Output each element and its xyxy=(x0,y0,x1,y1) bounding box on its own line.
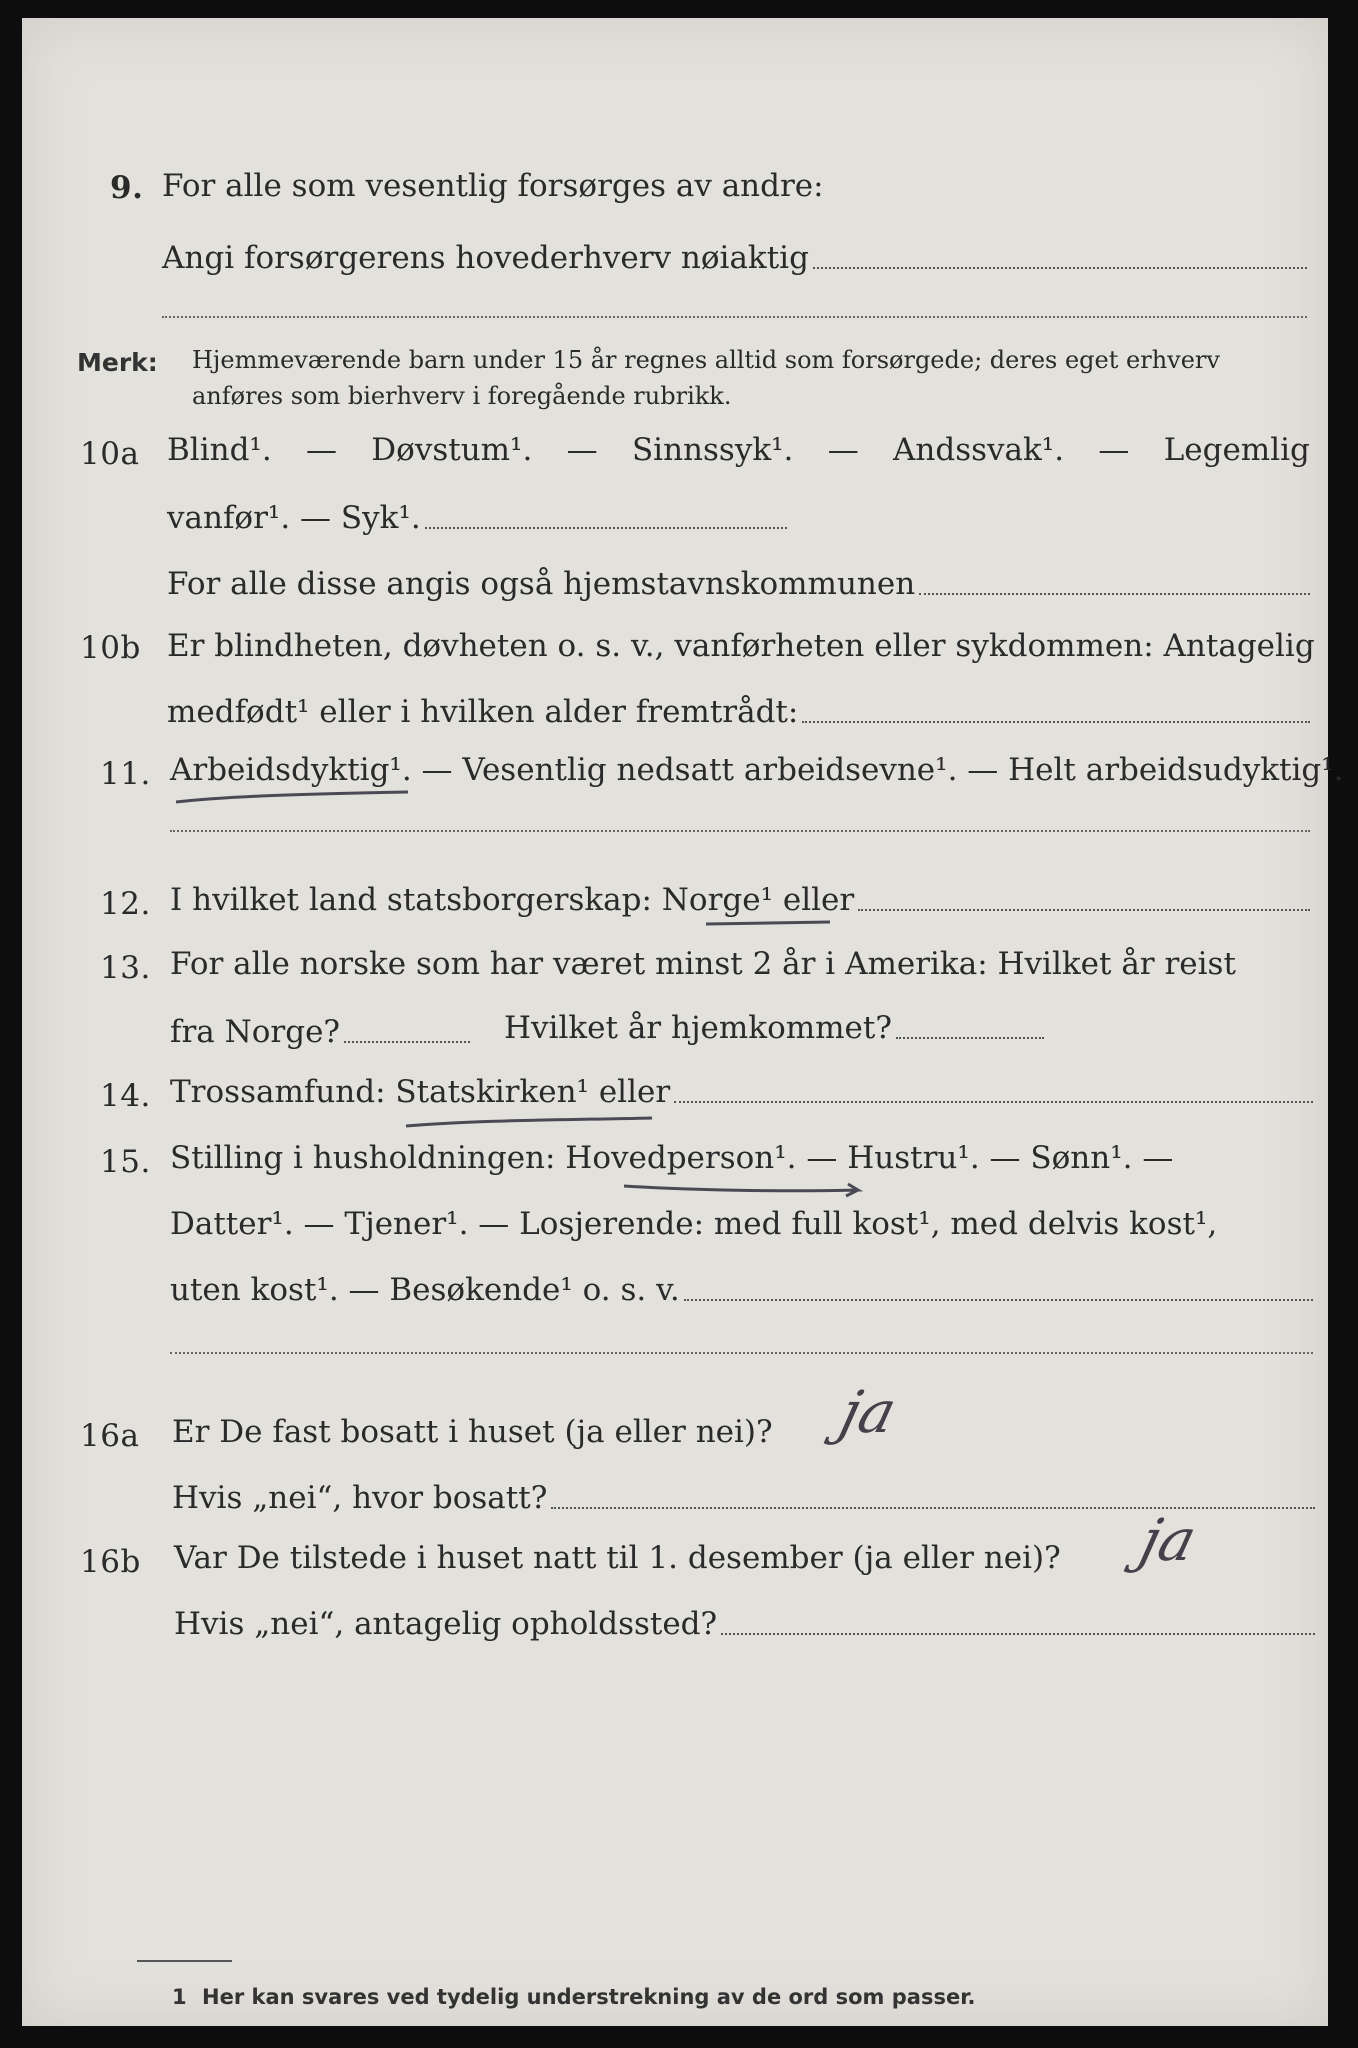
q10a-line3-text: For alle disse angis også hjemstavnskommunen xyxy=(167,566,916,602)
q13-line2a-text: fra Norge? xyxy=(170,1014,341,1050)
q11-line1: Arbeidsdyktig¹. — Vesentlig nedsatt arbeidsevne¹. — Helt arbeidsudyktig¹. xyxy=(170,752,1344,788)
q16a-handwritten-answer: ja xyxy=(833,1378,904,1446)
q9-answer-line-2[interactable] xyxy=(162,316,1307,318)
q10a-kommune-line[interactable] xyxy=(919,592,1310,595)
q15-line2: Datter¹. — Tjener¹. — Losjerende: med full kost¹, med delvis kost¹, xyxy=(170,1206,1218,1242)
q10a-option-sinnssyk: Sinnssyk¹. xyxy=(631,432,794,468)
q16b-line2-text: Hvis „nei“, antagelig opholdssted? xyxy=(174,1606,718,1642)
q11-answer-line[interactable] xyxy=(170,830,1310,832)
q10b-line1: Er blindheten, døvheten o. s. v., vanførheten eller sykdommen: Antagelig xyxy=(167,628,1315,664)
census-form-page xyxy=(22,18,1344,2026)
q14-line1 xyxy=(170,1074,1313,1110)
q10a-option-andssvak: Andssvak¹. xyxy=(893,432,1065,468)
q10b-number: 10b xyxy=(80,630,141,666)
q16a-number: 16a xyxy=(80,1418,140,1454)
q11-number: 11. xyxy=(100,756,151,792)
q13-line2b xyxy=(504,1010,1044,1046)
q13-line1: For alle norske som har været minst 2 år i Amerika: Hvilket år reist xyxy=(170,946,1236,982)
q16b-number: 16b xyxy=(80,1544,141,1580)
q10b-line2-text: medfødt¹ eller i hvilken alder fremtrådt: xyxy=(167,694,799,730)
q12-number: 12. xyxy=(100,886,151,922)
q16a-line2 xyxy=(172,1480,1315,1516)
q9-answer-line[interactable] xyxy=(813,266,1307,269)
q15-line3-text: uten kost¹. — Besøkende¹ o. s. v. xyxy=(170,1272,680,1308)
q13-line2a xyxy=(170,1014,470,1050)
q10a-answer-line[interactable] xyxy=(425,526,787,529)
q10b-line2 xyxy=(167,694,1310,730)
q16b-line1: Var De tilstede i huset natt til 1. desember (ja eller nei)? xyxy=(174,1540,1061,1576)
merk-line1: Hjemmeværende barn under 15 år regnes alltid som forsørgede; deres eget erhverv xyxy=(192,346,1220,374)
q16b-answer-line[interactable] xyxy=(721,1632,1315,1635)
q10b-answer-line[interactable] xyxy=(802,720,1310,723)
q15-answer-line-2[interactable] xyxy=(170,1352,1313,1354)
q13-number: 13. xyxy=(100,950,151,986)
q9-line2-text: Angi forsørgerens hovederhverv nøiaktig xyxy=(162,240,809,276)
q15-line1: Stilling i husholdningen: Hovedperson¹. — Hustru¹. — Sønn¹. — xyxy=(170,1140,1174,1176)
q9-number: 9. xyxy=(110,170,144,206)
q14-answer-line[interactable] xyxy=(674,1100,1313,1103)
merk-line2: anføres som bierhverv i foregående rubrikk. xyxy=(192,382,732,410)
q14-number: 14. xyxy=(100,1078,151,1114)
q15-answer-line[interactable] xyxy=(684,1298,1313,1301)
q15-line3 xyxy=(170,1272,1313,1308)
q10a-line2 xyxy=(167,500,787,536)
q15-handwritten-underline xyxy=(620,1176,870,1202)
q10a-line3 xyxy=(167,566,1310,602)
q12-line1-text: I hvilket land statsborgerskap: Norge¹ eller xyxy=(170,882,855,918)
q10a-line1: Blind¹. — Døvstum¹. — Sinnssyk¹. — Andssvak¹. — Legemlig xyxy=(167,432,1310,468)
q16a-line1: Er De fast bosatt i huset (ja eller nei)? xyxy=(172,1414,773,1450)
footnote-text: Her kan svares ved tydelig understrekning av de ord som passer. xyxy=(202,1985,976,2009)
footnote-marker: 1 xyxy=(172,1985,187,2009)
q10a-line2-text: vanfør¹. — Syk¹. xyxy=(167,500,421,536)
q13-year-left-line[interactable] xyxy=(344,1040,470,1043)
q12-line1 xyxy=(170,882,1310,918)
footnote-rule xyxy=(137,1960,232,1962)
q12-answer-line[interactable] xyxy=(858,908,1310,911)
q10a-option-blind: Blind¹. xyxy=(167,432,272,468)
q14-line1-text: Trossamfund: Statskirken¹ eller xyxy=(170,1074,671,1110)
q10a-option-dovstum: Døvstum¹. xyxy=(371,432,533,468)
merk-label: Merk: xyxy=(77,348,158,377)
q13-year-returned-line[interactable] xyxy=(896,1036,1044,1039)
q9-line1: For alle som vesentlig forsørges av andre: xyxy=(162,168,824,204)
q10a-option-legemlig: Legemlig xyxy=(1163,432,1310,468)
q13-line2b-text: Hvilket år hjemkommet? xyxy=(504,1010,892,1046)
q14-handwritten-underline xyxy=(402,1108,662,1138)
q16b-line2 xyxy=(174,1606,1315,1642)
q16b-handwritten-answer: ja xyxy=(1133,1506,1204,1574)
q10a-number: 10a xyxy=(80,436,140,472)
q15-number: 15. xyxy=(100,1144,151,1180)
q16a-line2-text: Hvis „nei“, hvor bosatt? xyxy=(172,1480,548,1516)
q12-handwritten-underline xyxy=(704,916,834,932)
q11-handwritten-underline xyxy=(172,788,412,810)
q9-line2 xyxy=(162,240,1307,276)
